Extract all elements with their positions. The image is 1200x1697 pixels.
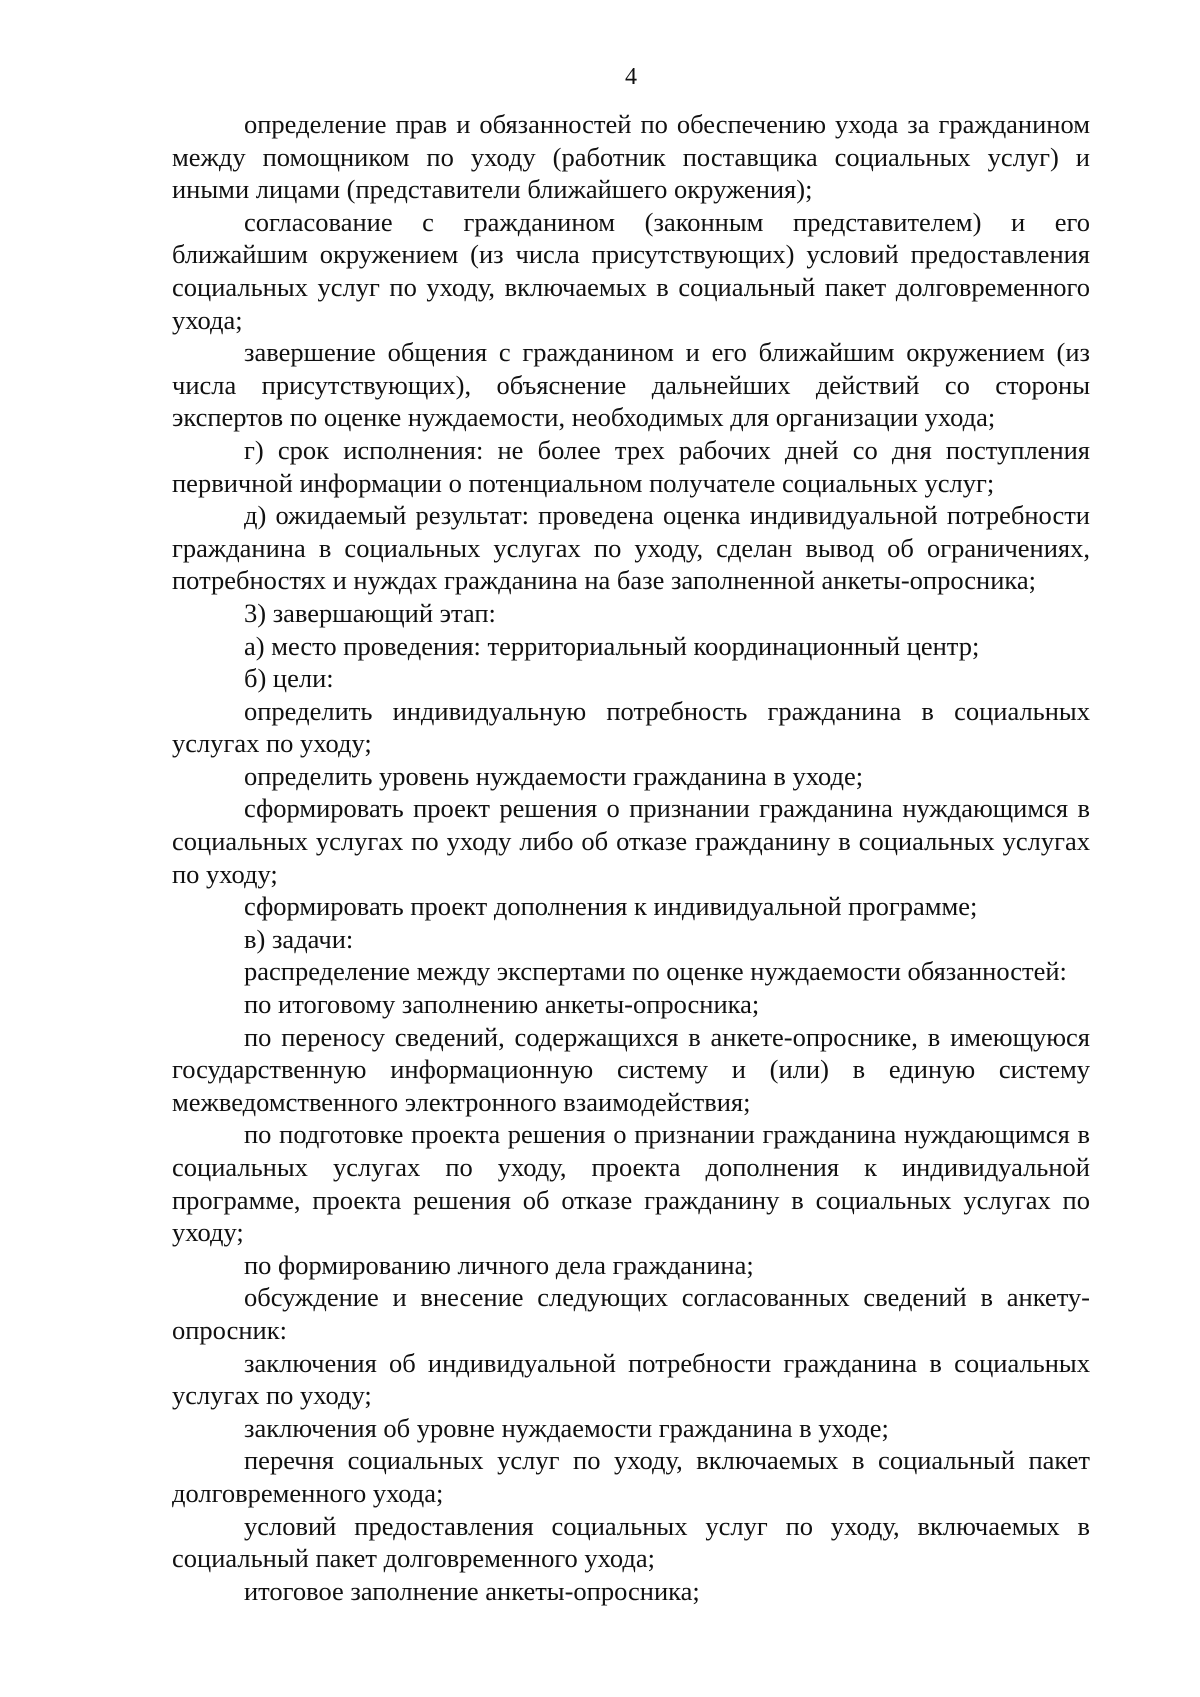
paragraph: заключения об индивидуальной потребности гражданина в социальных услугах по уходу; — [172, 1347, 1090, 1411]
paragraph: определение прав и обязанностей по обеспечению ухода за гражданином между помощником по уходу (работник поставщика социальных услуг) и иными лицами (представители ближайшего окружения); — [172, 109, 1090, 205]
paragraph: сформировать проект решения о признании гражданина нуждающимся в социальных услугах по уходу либо об отказе гражданину в социальных услугах по уходу; — [172, 793, 1090, 889]
paragraph: в) задачи: — [244, 923, 354, 954]
paragraph: по формированию личного дела гражданина; — [244, 1249, 754, 1280]
paragraph: б) цели: — [244, 663, 334, 694]
paragraph: распределение между экспертами по оценке нуждаемости обязанностей: — [244, 956, 1067, 987]
paragraph: обсуждение и внесение следующих согласованных сведений в анкету-опросник: — [172, 1282, 1090, 1345]
paragraph: по подготовке проекта решения о признании гражданина нуждающимся в социальных услугах по уходу, проекта дополнения к индивидуальной программе, проекта решения об отказе гражданину в социальных услугах по уходу; — [172, 1119, 1090, 1248]
paragraph: перечня социальных услуг по уходу, включаемых в социальный пакет долговременного ухода; — [172, 1445, 1090, 1508]
paragraph: а) место проведения: территориальный координационный центр; — [244, 630, 980, 661]
paragraph: завершение общения с гражданином и его ближайшим окружением (из числа присутствующих), объяснение дальнейших действий со стороны экспертов по оценке нуждаемости, необходимых для организации ухода; — [172, 337, 1090, 433]
paragraph: сформировать проект дополнения к индивидуальной программе; — [244, 891, 978, 922]
paragraph: итоговое заполнение анкеты-опросника; — [244, 1575, 700, 1606]
page-number: 4 — [625, 64, 637, 90]
paragraph: условий предоставления социальных услуг по уходу, включаемых в социальный пакет долговременного ухода; — [172, 1510, 1090, 1574]
paragraph: согласование с гражданином (законным представителем) и его ближайшим окружением (из числа присутствующих) условий предоставления социальных услуг по уходу, включаемых в социальный пакет долговременного ухода; — [172, 206, 1090, 335]
paragraph: заключения об уровне нуждаемости гражданина в уходе; — [244, 1412, 889, 1443]
paragraph: д) ожидаемый результат: проведена оценка индивидуальной потребности гражданина в социальных услугах по уходу, сделан вывод об ограничениях, потребностях и нуждах гражданина на базе заполненной анкеты-опросника; — [172, 500, 1090, 596]
paragraph: г) срок исполнения: не более трех рабочих дней со дня поступления первичной информации о потенциальном получателе социальных услуг; — [172, 434, 1090, 498]
paragraph: по переносу сведений, содержащихся в анкете-опроснике, в имеющуюся государственную информационную систему и (или) в единую систему межведомственного электронного взаимодействия; — [172, 1021, 1090, 1117]
paragraph: 3) завершающий этап: — [244, 597, 496, 628]
paragraph: по итоговому заполнению анкеты-опросника; — [244, 989, 760, 1020]
paragraph: определить индивидуальную потребность гражданина в социальных услугах по уходу; — [172, 695, 1090, 759]
paragraph: определить уровень нуждаемости гражданина в уходе; — [244, 760, 864, 791]
document-body — [172, 108, 1090, 1607]
